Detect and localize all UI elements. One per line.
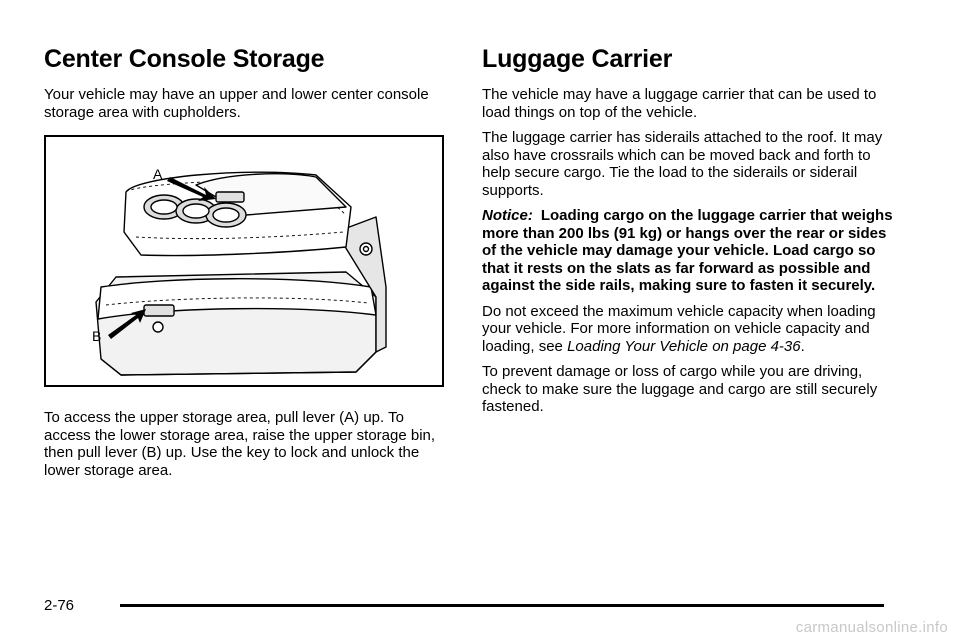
label-a: A bbox=[153, 166, 163, 182]
console-intro: Your vehicle may have an upper and lower center console storage area with cupholders. bbox=[44, 86, 429, 121]
luggage-p3-text: Do not exceed the maximum vehicle capacity when loading your vehicle. For more information on vehicle capacity and loading, see bbox=[482, 302, 876, 355]
console-drawing bbox=[46, 137, 442, 385]
page-number: 2-76 bbox=[44, 597, 75, 614]
right-column bbox=[482, 44, 902, 424]
luggage-p2: The luggage carrier has siderails attached to the roof. It may also have crossrails which can be moved back and forth to help secure cargo. Tie the load to the siderails or siderail supports. bbox=[482, 129, 883, 199]
footer-rule bbox=[120, 604, 884, 607]
section-title-console: Center Console Storage bbox=[44, 45, 325, 73]
xref-loading-link[interactable]: Loading Your Vehicle on page 4-36 bbox=[567, 337, 801, 355]
luggage-p3-end: . bbox=[800, 337, 805, 355]
watermark: carmanualsonline.info bbox=[795, 619, 948, 636]
console-instructions: To access the upper storage area, pull lever (A) up. To access the lower storage area, raise the upper storage bin, then pull lever (B) up. Use the key to lock and unlock the lower storage area. bbox=[44, 409, 436, 479]
left-column bbox=[44, 44, 448, 487]
luggage-p1: The vehicle may have a luggage carrier that can be used to load things on top of the vehicle. bbox=[482, 86, 877, 121]
section-title-luggage: Luggage Carrier bbox=[482, 45, 673, 73]
notice-paragraph bbox=[482, 207, 902, 295]
notice-label: Notice: bbox=[482, 207, 533, 224]
notice-text: Loading cargo on the luggage carrier that weighs more than 200 lbs (91 kg) or hangs over the rear or sides of the vehicle may damage your vehicle. Load cargo so that it rests on the slats as far forward as possible and against the side rails, making sure to fasten it securely. bbox=[482, 207, 893, 294]
console-illustration bbox=[44, 135, 444, 387]
label-b: B bbox=[92, 328, 102, 344]
luggage-p4: To prevent damage or loss of cargo while you are driving, check to make sure the luggage and cargo are still securely fastened. bbox=[482, 363, 878, 415]
luggage-p3 bbox=[482, 303, 902, 356]
